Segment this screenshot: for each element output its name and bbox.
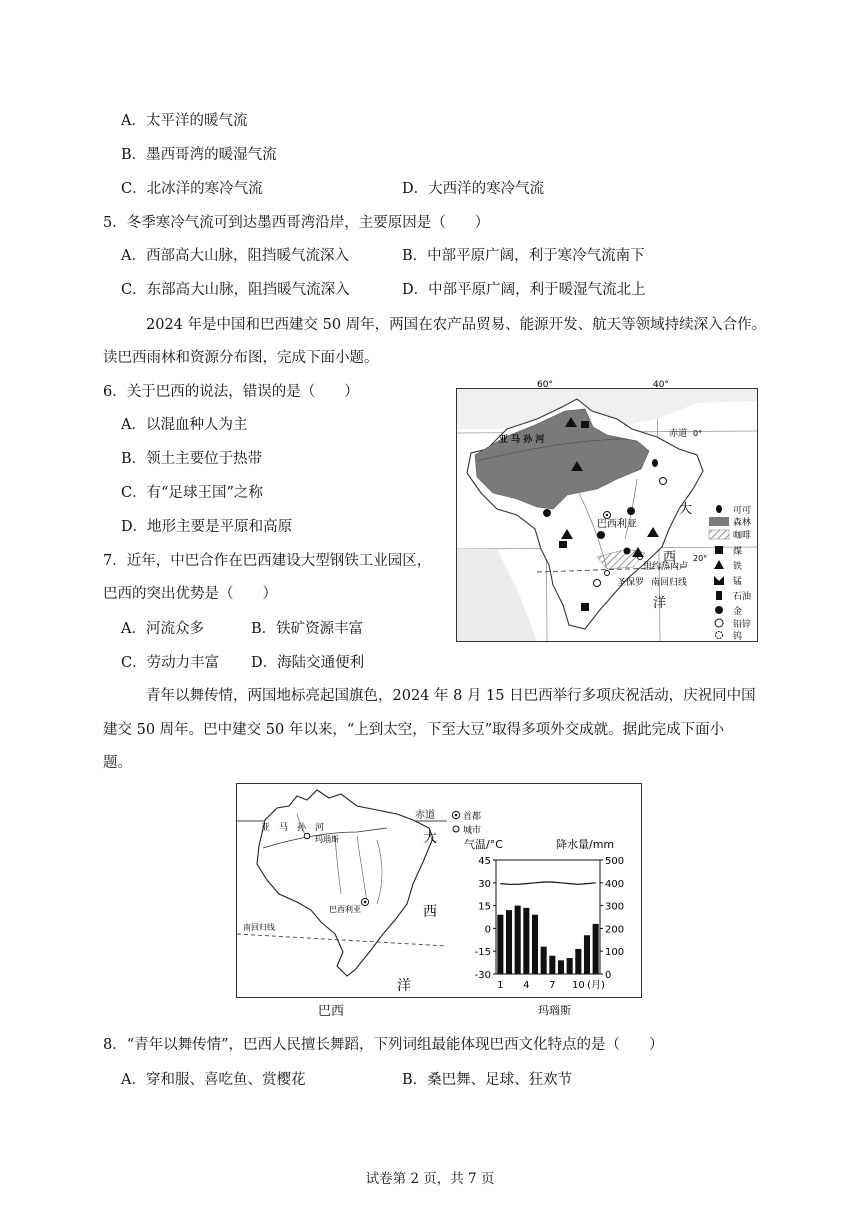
map2-ocean-char3: 洋 [397,978,411,994]
forest-icon [709,517,729,526]
precip-tick-label: 200 [605,924,625,936]
map1-amazon-label: 亚 马 孙 河 [499,435,545,445]
q6-stem: 6．关于巴西的说法，错误的是（ ） [103,384,359,400]
city-legend-icon [453,826,459,832]
q8-option-b: B．桑巴舞、足球、狂欢节 [402,1072,573,1088]
saopaulo-city-icon [605,571,610,576]
precip-bar [575,949,581,974]
q6-option-d: D．地形主要是平原和高原 [121,519,293,535]
temp-tick-label: -15 [474,947,491,959]
q5-option-a: A．西部高大山脉，阻挡暖气流深入 [121,248,349,264]
q7-stem-line1: 7．近年，中巴合作在巴西建设大型钢铁工业园区， [103,553,432,569]
oil-icon [716,591,722,600]
lead-zinc-icon [715,619,723,627]
map2-manaus-label: 玛瑙斯 [315,835,339,844]
map1-legend [709,505,751,642]
precip-tick-label: 100 [605,947,625,959]
map1-ocean-char1: 大 [679,502,693,517]
map1-equator-label: 赤道 [669,429,688,439]
precip-bar [567,958,573,974]
manaus-climate-chart [460,830,630,1020]
q4-option-a: A．太平洋的暖气流 [121,113,248,129]
legend-item: 金 [733,607,743,617]
x-tick-label: 7 [549,980,556,991]
map2-equator-label: 赤道 [415,810,435,821]
precip-tick-label: 0 [605,970,612,981]
temp-tick-label: 30 [478,878,491,890]
precip-bar [549,956,555,974]
q7-stem-line2: 巴西的突出优势是（ ） [103,586,277,602]
intro1-line1: 2024 年是中国和巴西建交 50 周年，两国在农产品贸易、能源开发、航天等领域持续深入合作。 [146,317,767,333]
temp-tick-label: 15 [478,901,491,913]
legend-item: 锰 [733,577,743,587]
precip-bar [497,915,503,974]
q6-option-c: C．有“足球王国”之称 [121,485,263,501]
map2-brasilia-label: 巴西利亚 [329,905,361,914]
temp-tick-label: -30 [474,970,491,981]
x-tick-label: 4 [523,980,530,991]
coffee-icon [709,530,729,539]
legend-item: 煤 [733,547,743,557]
map1-ocean-char2: 西 [663,550,677,565]
map2-tropic-label: 南回归线 [243,923,275,932]
q7-option-a: A．河流众多 [121,621,204,637]
map1-rio-label: 里约热内卢 [643,562,689,572]
q4-option-c: C．北冰洋的寒冷气流 [121,181,263,197]
map2-caption: 巴西 [318,1004,345,1019]
chart-title: 玛瑙斯 [538,1004,571,1017]
intro2-line3: 题。 [103,755,132,771]
precip-bar [541,947,547,974]
precip-bar [558,960,564,974]
map1-ocean-char3: 洋 [653,596,667,611]
q8-stem: 8．“青年以舞传情”，巴西人民擅长舞蹈，下列词组最能体现巴西文化特点的是（ ） [103,1037,664,1053]
page-footer: 试卷第 2 页，共 7 页 [365,1171,495,1187]
gold-icon [715,606,723,614]
map1-equator-deg: 0° [693,429,703,438]
temp-tick-label: 45 [478,856,491,867]
q6-option-a: A．以混血种人为主 [121,417,248,433]
precip-tick-label: 400 [605,878,625,890]
iron-icon [714,560,724,569]
q5-option-d: D．中部平原广阔，利于暖湿气流北上 [402,282,646,298]
q5-stem: 5．冬季寒冷气流可到达墨西哥湾沿岸，主要原因是（ ） [103,215,490,231]
precip-bar [506,910,512,974]
map1-brasilia-label: 巴西利亚 [597,519,637,530]
precip-bar [532,915,538,974]
precip-tick-label: 300 [605,901,625,913]
q8-option-a: A．穿和服、喜吃鱼、赏樱花 [121,1072,306,1088]
legend-item: 钨 [733,632,743,642]
chart-ylabel-temp: 气温/°C [464,838,503,851]
legend-item: 铅锌 [733,620,752,630]
precip-bar [593,924,599,974]
q5-option-b: B．中部平原广阔，利于寒冷气流南下 [402,248,645,264]
temperature-line [500,882,595,884]
chart-plot-area [475,856,624,991]
cocoa-icon [716,505,722,513]
map1-lon60-label: 60° [537,380,553,390]
tungsten-icon [716,632,723,639]
manganese-icon [714,576,724,585]
map2-legend-city: 城市 [463,826,482,836]
intro2-line2: 建交 50 周年。巴中建交 50 年以来，“上到太空，下至大豆”取得多项外交成就。据此完成下面小 [103,722,725,738]
x-tick-label: (月) [587,980,605,991]
temp-tick-label: 0 [484,924,491,936]
legend-item: 铁 [733,562,743,572]
legend-item: 森林 [733,518,752,528]
q7-option-c: C．劳动力丰富 [121,655,220,671]
brazil-resource-map [456,380,758,642]
map2-legend-capital: 首都 [463,812,482,822]
manaus-city-icon [304,833,310,839]
map1-lat20-label: 20° [693,554,708,563]
q4-option-d: D．大西洋的寒冷气流 [402,181,545,197]
intro2-line1: 青年以舞传情，两国地标亮起国旗色，2024 年 8 月 15 日巴西举行多项庆祝活动，庆祝同中国 [146,688,756,704]
legend-item: 可可 [733,506,752,516]
coal-icon [715,546,723,554]
x-tick-label: 1 [497,980,504,991]
map2-amazon-label: 亚 马 孙 河 [261,823,325,833]
legend-item: 咖啡 [733,531,752,541]
intro1-line2: 读巴西雨林和资源分布图，完成下面小题。 [103,350,379,366]
map1-tropic-label: 南回归线 [651,578,688,588]
q7-option-d: D．海陆交通便利 [251,655,365,671]
precip-bar [584,935,590,974]
legend-item: 石油 [733,592,752,602]
q7-option-b: B．铁矿资源丰富 [251,621,364,637]
map1-lon40-label: 40° [653,380,669,390]
map2-ocean-char2: 西 [423,904,437,920]
precip-bar [523,908,529,974]
precip-tick-label: 500 [605,856,625,867]
q5-option-c: C．东部高大山脉，阻挡暖气流深入 [121,282,350,298]
map1-saopaulo-label: 圣保罗 [617,578,645,588]
chart-ylabel-precip: 降水量/mm [556,838,615,851]
q4-option-b: B．墨西哥湾的暖湿气流 [121,147,277,163]
map2-ocean-char1: 大 [423,830,437,846]
q6-option-b: B．领土主要位于热带 [121,451,263,467]
x-tick-label: 10 [571,980,585,991]
precip-bar [515,906,521,974]
brazil-resource-map-svg [457,380,757,642]
